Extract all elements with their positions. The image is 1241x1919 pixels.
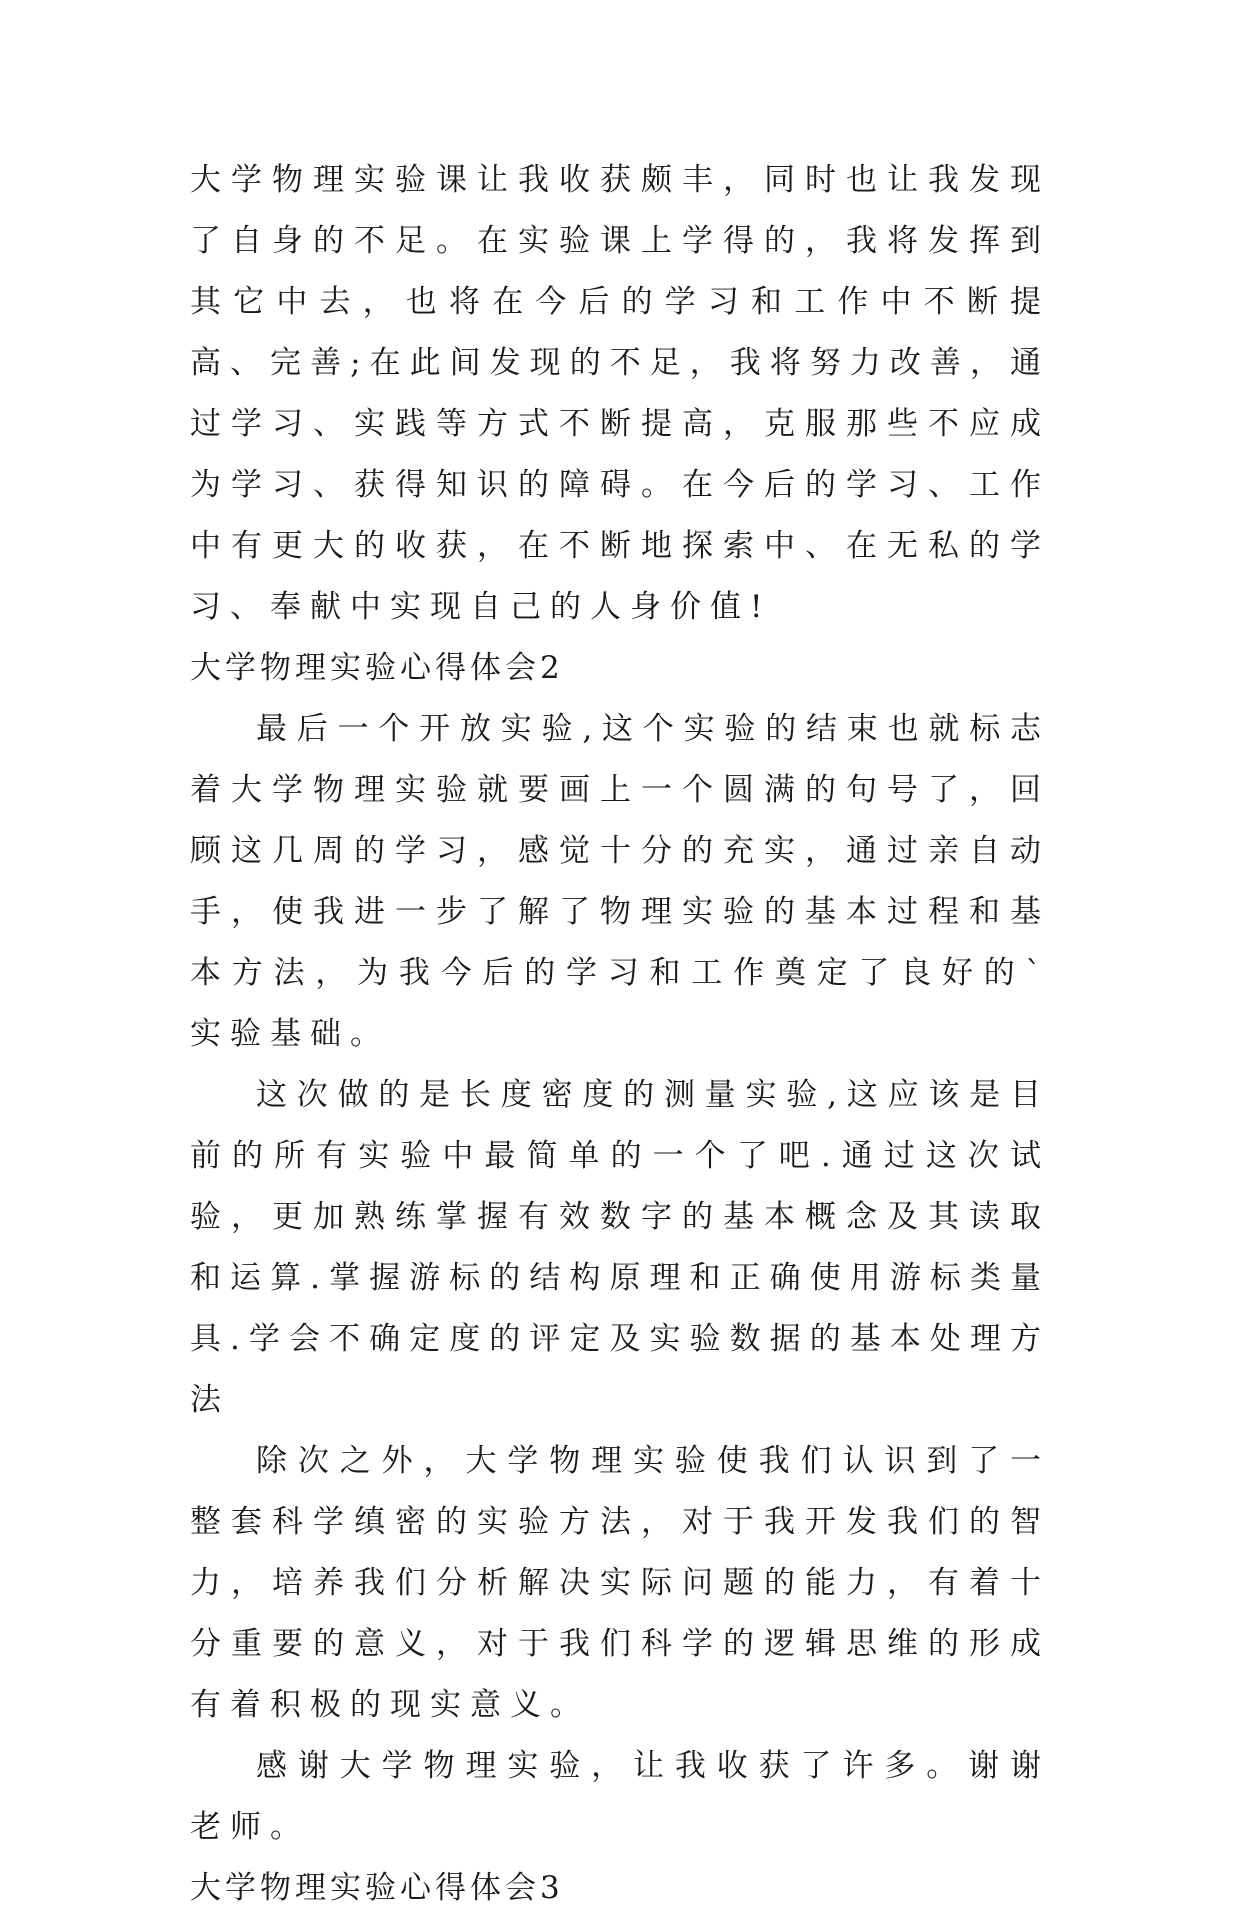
body-paragraph: 大学物理实验课让我收获颇丰，同时也让我发现了自身的不足。在实验课上学得的，我将发挥到其它中去，也将在今后的学习和工作中不断提高、完善;在此间发现的不足，我将努力改善，通过学习、实践等方式不断提高，克服那些不应成为学习、获得知识的障碍。在今后的学习、工作中有更大的收获，在不断地探索中、在无私的学习、奉献中实现自己的人身价值!: [190, 162, 1050, 625]
body-paragraph: 这次做的是长度密度的测量实验,这应该是目前的所有实验中最简单的一个了吧.通过这次试验，更加熟练掌握有效数字的基本概念及其读取和运算.掌握游标的结构原理和正确使用游标类量具.学会不确定度的评定及实验数据的基本处理方法: [190, 1077, 1050, 1418]
document-page: [190, 150, 1050, 1919]
body-paragraph: 除次之外，大学物理实验使我们认识到了一整套科学缜密的实验方法，对于我开发我们的智力，培养我们分析解决实际问题的能力，有着十分重要的意义，对于我们科学的逻辑思维的形成有着积极的现实意义。: [190, 1443, 1050, 1723]
body-paragraph: 感谢大学物理实验，让我收获了许多。谢谢老师。: [190, 1748, 1050, 1845]
body-paragraph: 最后一个开放实验,这个实验的结束也就标志着大学物理实验就要画上一个圆满的句号了，回顾这几周的学习，感觉十分的充实，通过亲自动手，使我进一步了解了物理实验的基本过程和基本方法，为我今后的学习和工作奠定了良好的`实验基础。: [190, 711, 1050, 1052]
section-heading-2: 大学物理实验心得体会2: [190, 650, 564, 686]
section-heading-3: 大学物理实验心得体会3: [190, 1870, 564, 1906]
